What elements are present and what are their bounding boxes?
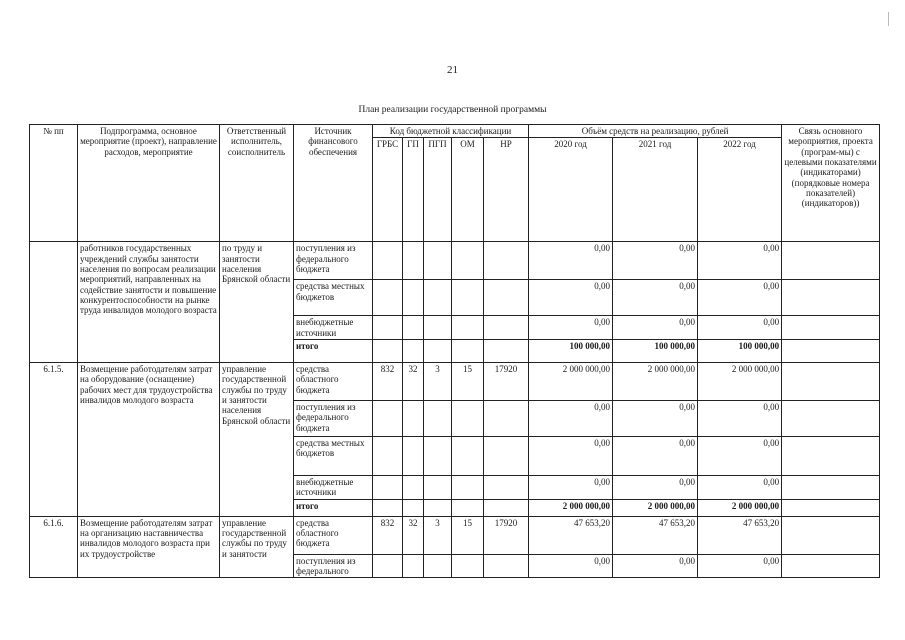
page-number: 21 xyxy=(447,64,458,76)
amount-2022: 2 000 000,00 xyxy=(698,363,782,401)
code-gp xyxy=(403,437,424,476)
header-source: Источник финансового обеспечения xyxy=(294,125,373,242)
table-row xyxy=(30,516,880,554)
program-plan-table xyxy=(29,124,880,578)
funding-source: внебюджетные источники xyxy=(294,476,373,500)
item-executor: по труду и занятости населения Брянской области xyxy=(220,242,294,363)
code-grbs xyxy=(373,401,403,437)
amount-2020: 0,00 xyxy=(529,476,613,500)
table-title: План реализации государственной программы xyxy=(358,105,547,115)
code-pgp xyxy=(424,437,452,476)
item-name: Возмещение работодателям затрат на организацию наставничества инвалидов молодого возраста при их трудоустройстве xyxy=(78,516,220,578)
item-number xyxy=(30,242,78,363)
indicator-link-cell xyxy=(782,340,880,363)
code-gp xyxy=(403,401,424,437)
header-budget-code: Код бюджетной классификации xyxy=(373,125,529,138)
amount-2021: 0,00 xyxy=(613,554,698,578)
header-link: Связь основного мероприятия, проекта (програм-мы) с целевыми показателями (индикаторами) (порядковые номера показателей) (индикаторов)) xyxy=(782,125,880,242)
amount-2020: 0,00 xyxy=(529,554,613,578)
code-om xyxy=(452,437,484,476)
code-om xyxy=(452,316,484,340)
header-num: № пп xyxy=(30,125,78,242)
item-executor: управление государственной службы по труду и занятости населения Брянской области xyxy=(220,363,294,517)
code-gp xyxy=(403,280,424,316)
code-pgp xyxy=(424,316,452,340)
item-executor: управление государственной службы по труду и занятости xyxy=(220,516,294,578)
code-pgp xyxy=(424,554,452,578)
table-row xyxy=(30,363,880,401)
code-gp: 32 xyxy=(403,516,424,554)
amount-2022: 47 653,20 xyxy=(698,516,782,554)
code-nr xyxy=(484,340,529,363)
amount-2021: 100 000,00 xyxy=(613,340,698,363)
code-grbs: 832 xyxy=(373,516,403,554)
amount-2021: 0,00 xyxy=(613,476,698,500)
indicator-link-cell xyxy=(782,476,880,500)
funding-source: средства областного бюджета xyxy=(294,363,373,401)
funding-source: итого xyxy=(294,340,373,363)
indicator-link-cell xyxy=(782,499,880,516)
amount-2021: 2 000 000,00 xyxy=(613,363,698,401)
indicator-link-cell xyxy=(782,316,880,340)
indicator-link-cell xyxy=(782,437,880,476)
amount-2020: 2 000 000,00 xyxy=(529,363,613,401)
code-grbs: 832 xyxy=(373,363,403,401)
code-gp xyxy=(403,242,424,280)
code-nr xyxy=(484,554,529,578)
code-grbs xyxy=(373,242,403,280)
item-name: Возмещение работодателям затрат на оборудование (оснащение) рабочих мест для трудоустройства инвалидов молодого возраста xyxy=(78,363,220,517)
amount-2020: 47 653,20 xyxy=(529,516,613,554)
code-om xyxy=(452,280,484,316)
code-om xyxy=(452,401,484,437)
code-nr: 17920 xyxy=(484,516,529,554)
amount-2022: 0,00 xyxy=(698,280,782,316)
code-gp xyxy=(403,476,424,500)
item-number: 6.1.5. xyxy=(30,363,78,517)
code-grbs xyxy=(373,280,403,316)
amount-2022: 0,00 xyxy=(698,316,782,340)
amount-2022: 0,00 xyxy=(698,437,782,476)
code-gp xyxy=(403,499,424,516)
item-number: 6.1.6. xyxy=(30,516,78,578)
header-2022: 2022 год xyxy=(698,138,782,242)
code-pgp: 3 xyxy=(424,516,452,554)
amount-2020: 2 000 000,00 xyxy=(529,499,613,516)
amount-2022: 0,00 xyxy=(698,242,782,280)
header-program: Подпрограмма, основное мероприятие (проект), направление расходов, мероприятие xyxy=(78,125,220,242)
code-pgp xyxy=(424,499,452,516)
header-gp: ГП xyxy=(403,138,424,242)
code-grbs xyxy=(373,499,403,516)
funding-source: внебюджетные источники xyxy=(294,316,373,340)
code-gp xyxy=(403,554,424,578)
code-gp: 32 xyxy=(403,363,424,401)
amount-2021: 0,00 xyxy=(613,437,698,476)
indicator-link-cell xyxy=(782,363,880,401)
funding-source: итого xyxy=(294,499,373,516)
header-2021: 2021 год xyxy=(613,138,698,242)
code-grbs xyxy=(373,316,403,340)
code-nr xyxy=(484,499,529,516)
indicator-link-cell xyxy=(782,516,880,554)
item-name: работников государственных учреждений службы занятости населения по вопросам реализации мероприятий, направленных на содействие занятости и повышение конкурентоспособности на рынке труда инвалидов молодого возраста xyxy=(78,242,220,363)
code-om xyxy=(452,340,484,363)
code-nr xyxy=(484,476,529,500)
code-nr xyxy=(484,242,529,280)
code-pgp: 3 xyxy=(424,363,452,401)
header-nr: НР xyxy=(484,138,529,242)
amount-2021: 0,00 xyxy=(613,316,698,340)
code-nr xyxy=(484,437,529,476)
amount-2021: 0,00 xyxy=(613,401,698,437)
amount-2021: 47 653,20 xyxy=(613,516,698,554)
code-pgp xyxy=(424,242,452,280)
amount-2022: 0,00 xyxy=(698,401,782,437)
code-grbs xyxy=(373,554,403,578)
header-om: ОМ xyxy=(452,138,484,242)
indicator-link-cell xyxy=(782,280,880,316)
funding-source: средства местных бюджетов xyxy=(294,437,373,476)
funding-source: средства областного бюджета xyxy=(294,516,373,554)
code-pgp xyxy=(424,476,452,500)
amount-2021: 0,00 xyxy=(613,280,698,316)
scan-edge-mark xyxy=(888,12,889,26)
code-om xyxy=(452,499,484,516)
header-volume: Объём средств на реализацию, рублей xyxy=(529,125,782,138)
header-2020: 2020 год xyxy=(529,138,613,242)
funding-source: поступления из федерального бюджета xyxy=(294,401,373,437)
code-pgp xyxy=(424,340,452,363)
code-pgp xyxy=(424,280,452,316)
funding-source: поступления из федерального бюджета xyxy=(294,242,373,280)
code-pgp xyxy=(424,401,452,437)
indicator-link-cell xyxy=(782,242,880,280)
amount-2020: 0,00 xyxy=(529,401,613,437)
amount-2021: 2 000 000,00 xyxy=(613,499,698,516)
amount-2020: 0,00 xyxy=(529,280,613,316)
amount-2022: 0,00 xyxy=(698,554,782,578)
code-gp xyxy=(403,340,424,363)
amount-2020: 0,00 xyxy=(529,316,613,340)
funding-source: средства местных бюджетов xyxy=(294,280,373,316)
header-pgp: ПГП xyxy=(424,138,452,242)
amount-2020: 0,00 xyxy=(529,242,613,280)
table-row xyxy=(30,242,880,280)
amount-2021: 0,00 xyxy=(613,242,698,280)
code-nr xyxy=(484,401,529,437)
code-nr xyxy=(484,316,529,340)
header-executor: Ответственный исполнитель, соисполнитель xyxy=(220,125,294,242)
code-om: 15 xyxy=(452,363,484,401)
funding-source: поступления из федерального xyxy=(294,554,373,578)
code-grbs xyxy=(373,437,403,476)
indicator-link-cell xyxy=(782,554,880,578)
code-om xyxy=(452,554,484,578)
amount-2022: 0,00 xyxy=(698,476,782,500)
code-grbs xyxy=(373,476,403,500)
code-gp xyxy=(403,316,424,340)
code-grbs xyxy=(373,340,403,363)
header-grbs: ГРБС xyxy=(373,138,403,242)
amount-2022: 100 000,00 xyxy=(698,340,782,363)
amount-2022: 2 000 000,00 xyxy=(698,499,782,516)
code-nr: 17920 xyxy=(484,363,529,401)
amount-2020: 0,00 xyxy=(529,437,613,476)
amount-2020: 100 000,00 xyxy=(529,340,613,363)
table-body xyxy=(30,242,880,578)
code-om xyxy=(452,242,484,280)
code-om: 15 xyxy=(452,516,484,554)
indicator-link-cell xyxy=(782,401,880,437)
code-nr xyxy=(484,280,529,316)
code-om xyxy=(452,476,484,500)
